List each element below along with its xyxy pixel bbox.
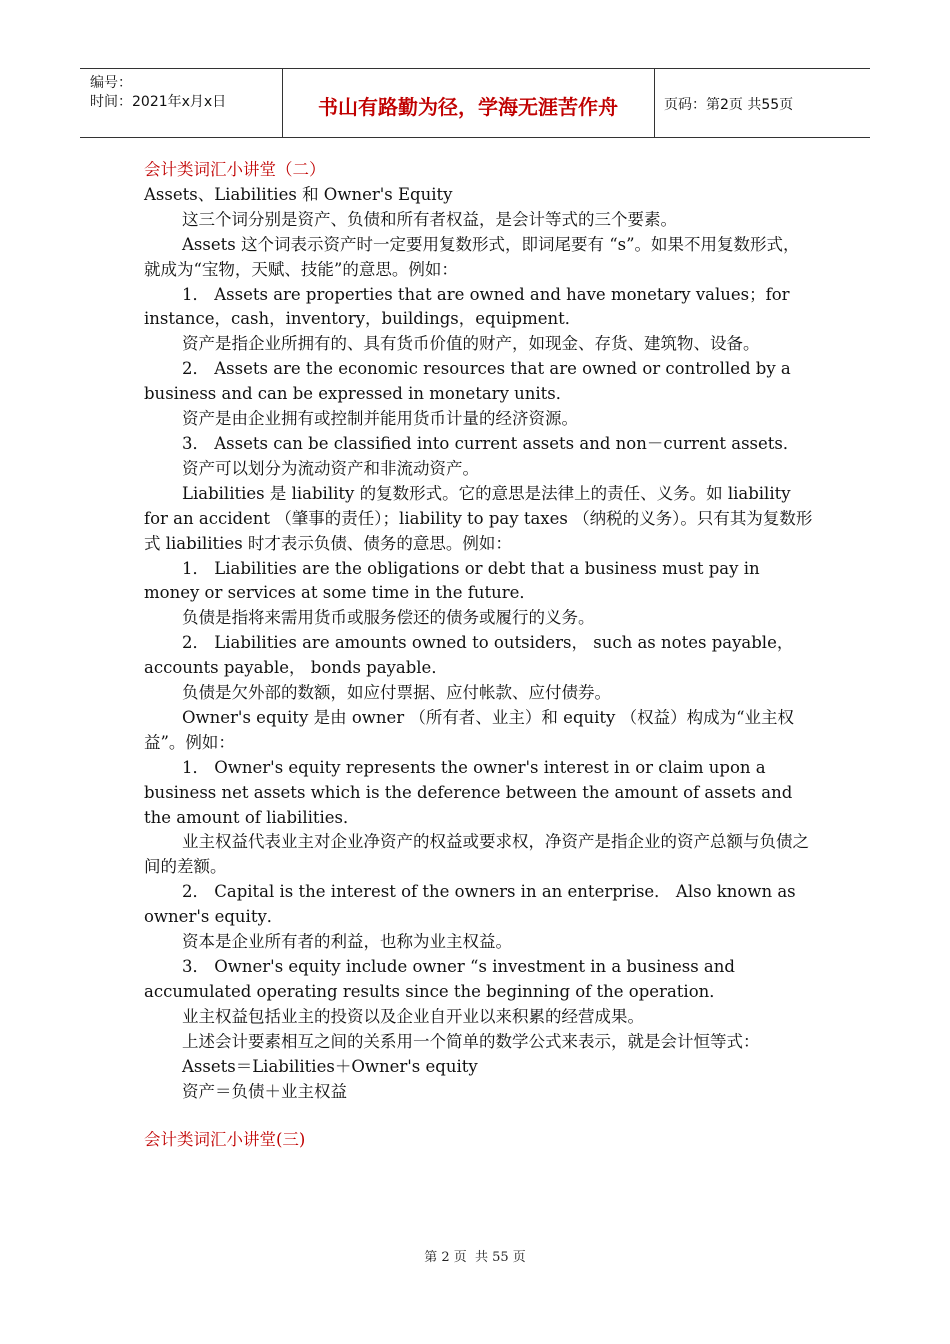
code-label: 编号：: [90, 75, 132, 91]
section-title: 会计类词汇小讲堂（二）: [144, 160, 326, 179]
paragraph: 上述会计要素相互之间的关系用一个简单的数学公式来表示，就是会计恒等式：: [182, 1031, 760, 1051]
section-subtitle: Assets、Liabilities 和 Owner's Equity: [144, 184, 453, 204]
paragraph: 1． Assets are properties that are owned and have monetary values；for instance，cash，inventory，buildings，equipment．: [144, 284, 790, 329]
paragraph: 2． Capital is the interest of the owners in an enterprise． Also known as owner's equity．: [144, 882, 796, 927]
paragraph: 负债是欠外部的数额，如应付票据、应付帐款、应付债券。: [182, 683, 611, 703]
paragraph: Assets 这个词表示资产时一定要用复数形式，即词尾要有 “s”。如果不用复数形式，就成为“宝物，天赋、技能”的意思。例如：: [144, 234, 800, 279]
paragraph: 1． Liabilities are the obligations or debt that a business must pay in money or services at some time in the future．: [144, 558, 760, 603]
header-page-cell: [654, 69, 870, 137]
equation-zh: 资产＝负债＋业主权益: [182, 1081, 347, 1101]
paragraph: 资产是由企业拥有或控制并能用货币计量的经济资源。: [182, 409, 578, 429]
paragraph: 3． Owner's equity include owner “s investment in a business and accumulated operating results since the beginning of the operation．: [144, 957, 735, 1001]
paragraph: 2． Liabilities are amounts owned to outsiders， such as notes payable，accounts payable， bonds payable．: [144, 633, 794, 678]
paragraph: Owner's equity 是由 owner （所有者、业主）和 equity （权益）构成为“业主权益”。例如：: [144, 707, 795, 752]
header-info-cell: [80, 69, 283, 137]
paragraph: 负债是指将来需用货币或服务偿还的债务或履行的义务。: [182, 608, 595, 628]
page-header: [80, 68, 870, 138]
motto: 书山有路勤为径，学海无涯苦作舟: [318, 95, 618, 119]
time-label: 时间：2021年x月x日: [90, 94, 227, 110]
paragraph: 2． Assets are the economic resources that are owned or controlled by a business and can be expressed in monetary units．: [144, 359, 791, 404]
paragraph: 这三个词分别是资产、负债和所有者权益，是会计等式的三个要素。: [182, 209, 677, 229]
next-section-title: 会计类词汇小讲堂(三): [144, 1130, 306, 1150]
paragraph: 资产是指企业所拥有的、具有货币价值的财产，如现金、存货、建筑物、设备。: [182, 334, 760, 354]
spacer: [144, 1104, 814, 1128]
equation-en: Assets＝Liabilities＋Owner's equity: [182, 1056, 478, 1076]
document-body: [144, 158, 814, 1153]
paragraph: Liabilities 是 liability 的复数形式。它的意思是法律上的责任、义务。如 liability for an accident （肇事的责任）；liability to pay taxes （纳税的义务）。只有其为复数形式 liabilities 时才表示负债、债务的意思。例如：: [144, 483, 813, 553]
paragraph: 3． Assets can be classified into current assets and non－current assets．: [182, 433, 800, 453]
header-motto-cell: [282, 69, 655, 137]
page-footer: 第 2 页 共 55 页: [424, 1250, 526, 1265]
header-page-label: 页码：第2页 共55页: [664, 97, 794, 113]
paragraph: 资本是企业所有者的利益，也称为业主权益。: [182, 932, 512, 952]
paragraph: 资产可以划分为流动资产和非流动资产。: [182, 458, 479, 478]
paragraph: 1． Owner's equity represents the owner's interest in or claim upon a business net assets which is the deference between the amount of assets and the amount of liabilities．: [144, 757, 793, 827]
paragraph: 业主权益代表业主对企业净资产的权益或要求权，净资产是指企业的资产总额与负债之间的差额。: [144, 832, 809, 877]
paragraph: 业主权益包括业主的投资以及企业自开业以来积累的经营成果。: [182, 1006, 644, 1026]
